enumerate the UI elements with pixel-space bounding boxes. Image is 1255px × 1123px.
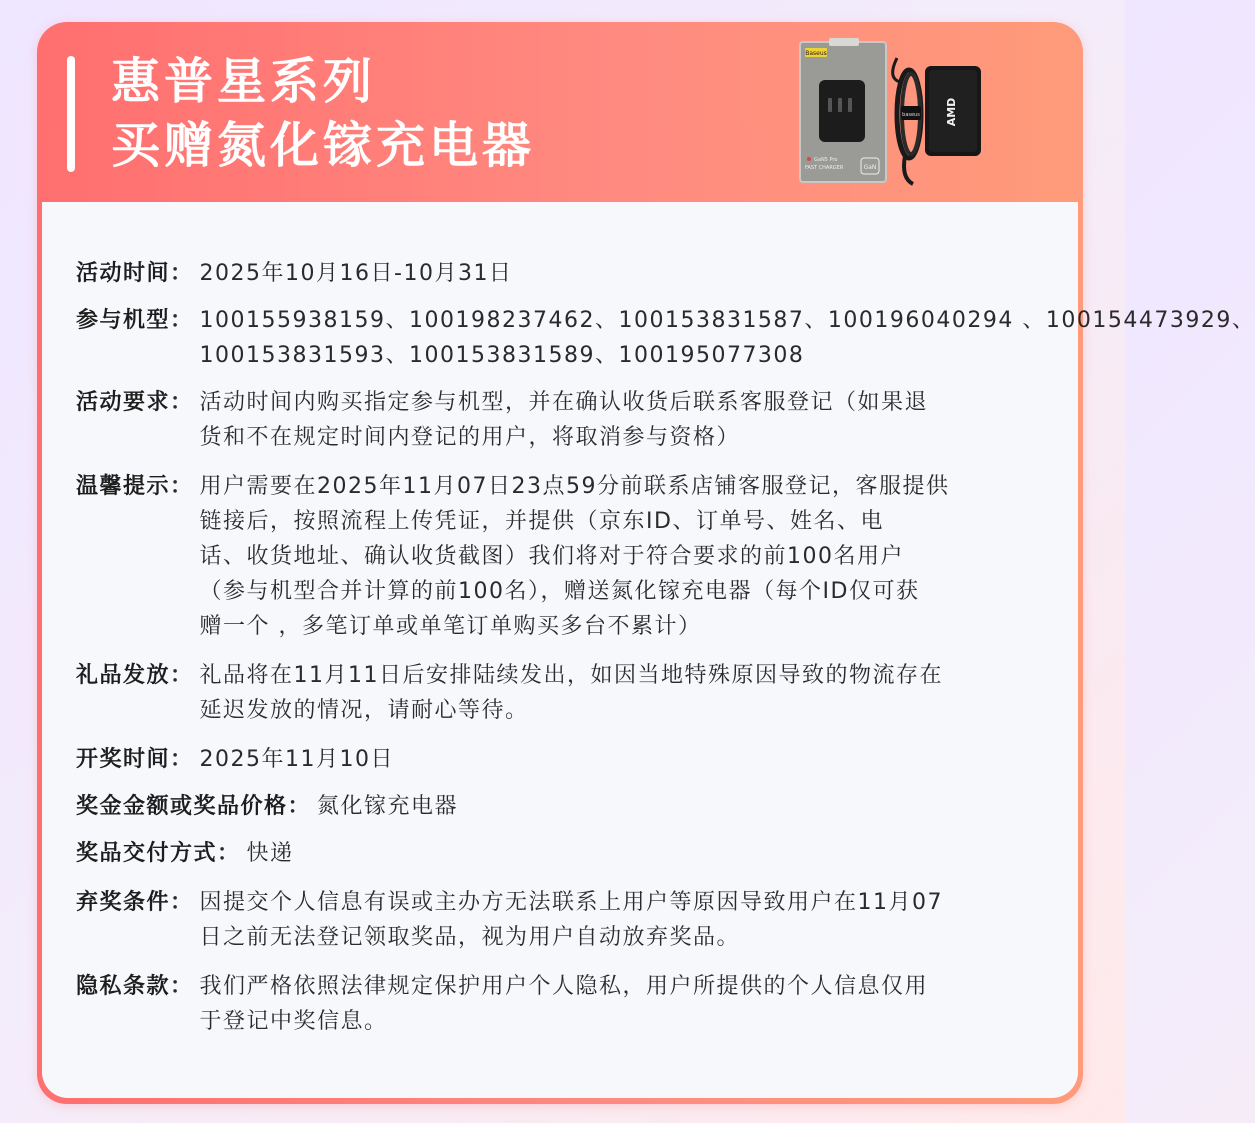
- page-title: [111, 50, 535, 178]
- adapter-logo-text: AMD: [945, 97, 958, 127]
- rule-row: [76, 256, 1056, 291]
- rule-row: [76, 469, 1056, 644]
- rule-label: 温馨提示: [76, 474, 171, 499]
- header-banner: [37, 22, 1083, 202]
- rule-value: [200, 385, 1056, 455]
- rule-colon: ：: [170, 974, 194, 999]
- cable-icon: [893, 58, 921, 184]
- rule-label: 开奖时间: [76, 747, 171, 772]
- rule-value-line: 日之前无法登记领取奖品，视为用户自动放弃奖品。: [199, 925, 741, 950]
- rule-value: [317, 789, 1056, 824]
- rule-value: [200, 969, 1056, 1039]
- rule-label: 活动时间: [76, 261, 171, 286]
- rule-value: [200, 885, 1056, 955]
- rule-value: [247, 836, 1056, 871]
- rule-colon: ：: [170, 747, 194, 772]
- rule-value-line: 2025年11月10日: [199, 747, 395, 772]
- rule-value-line: 于登记中奖信息。: [199, 1009, 388, 1034]
- rules-list: [76, 256, 1255, 1039]
- rule-value-line: 链接后，按照流程上传凭证，并提供（京东ID、订单号、姓名、电: [199, 509, 884, 534]
- box-gan-badge: GaN: [863, 164, 877, 171]
- cable-brand-text: baseus: [902, 112, 920, 118]
- rule-value: [200, 469, 1056, 644]
- rule-label: 奖金金额或奖品价格: [76, 794, 288, 819]
- rule-label: 奖品交付方式: [76, 841, 218, 866]
- rule-value-line: 货和不在规定时间内登记的用户，将取消参与资格）: [199, 425, 741, 450]
- rule-value-line: 话、收货地址、确认收货截图）我们将对于符合要求的前100名用户: [199, 544, 905, 569]
- rule-label: 礼品发放: [76, 663, 171, 688]
- rule-value: [200, 256, 1056, 291]
- rule-row: [76, 658, 1056, 728]
- rule-value-line: 我们严格依照法律规定保护用户个人隐私，用户所提供的个人信息仅用: [199, 974, 929, 999]
- rule-row: [76, 885, 1056, 955]
- title-line-2: 买赠氮化镓充电器: [111, 117, 536, 174]
- rule-value-line: 100153831593、100153831589、100195077308: [199, 343, 805, 368]
- rule-colon: ：: [170, 663, 194, 688]
- rule-value-line: 活动时间内购买指定参与机型，并在确认收货后联系客服登记（如果退: [199, 390, 929, 415]
- rule-colon: ：: [170, 261, 194, 286]
- rule-colon: ：: [217, 841, 241, 866]
- box-desc-text: FAST CHARGER: [805, 165, 844, 171]
- rule-colon: ：: [170, 474, 194, 499]
- rule-value-line: 氮化镓充电器: [317, 794, 459, 819]
- rule-row: [76, 303, 1255, 373]
- promo-card: [37, 22, 1255, 1104]
- charger-box-icon: [800, 38, 886, 182]
- rule-colon: ：: [170, 308, 194, 333]
- charger-product-image: [797, 38, 987, 188]
- rule-colon: ：: [287, 794, 312, 819]
- rule-value: [200, 658, 1056, 728]
- rule-row: [76, 836, 1056, 871]
- rule-label: 隐私条款: [76, 974, 171, 999]
- rule-value-line: 因提交个人信息有误或主办方无法联系上用户等原因导致用户在11月07: [199, 890, 944, 915]
- rule-row: [76, 742, 1056, 777]
- rule-colon: ：: [170, 390, 194, 415]
- title-accent-bar: [67, 56, 75, 172]
- rule-value-line: 2025年10月16日-10月31日: [199, 261, 513, 286]
- rule-value-line: 礼品将在11月11日后安排陆续发出，如因当地特殊原因导致的物流存在: [199, 663, 944, 688]
- rule-label: 弃奖条件: [76, 890, 171, 915]
- rule-value-line: 赠一个 ，多笔订单或单笔订单购买多台不累计）: [199, 614, 702, 639]
- rule-value-line: （参与机型合并计算的前100名），赠送氮化镓充电器（每个ID仅可获: [199, 579, 920, 604]
- rule-label: 参与机型: [76, 308, 171, 333]
- rule-colon: ：: [170, 890, 194, 915]
- rules-panel: [42, 202, 1255, 1098]
- rule-value-line: 用户需要在2025年11月07日23点59分前联系店铺客服登记，客服提供: [199, 474, 950, 499]
- rule-row: [76, 385, 1056, 455]
- rule-row: [76, 789, 1056, 824]
- box-model-text: GaN5 Pro: [814, 157, 838, 163]
- amd-adapter-icon: [925, 66, 981, 156]
- rule-value-line: 快递: [246, 841, 294, 866]
- title-line-1: 惠普星系列: [111, 53, 377, 110]
- rule-label: 活动要求: [76, 390, 171, 415]
- rule-value-line: 100155938159、100198237462、100153831587、100196040294 、100154473929、: [199, 308, 1255, 333]
- rule-value: [200, 303, 1255, 373]
- rule-value-line: 延迟发放的情况，请耐心等待。: [199, 698, 529, 723]
- rule-value: [200, 742, 1056, 777]
- box-brand-text: Baseus: [805, 50, 827, 57]
- rule-row: [76, 969, 1056, 1039]
